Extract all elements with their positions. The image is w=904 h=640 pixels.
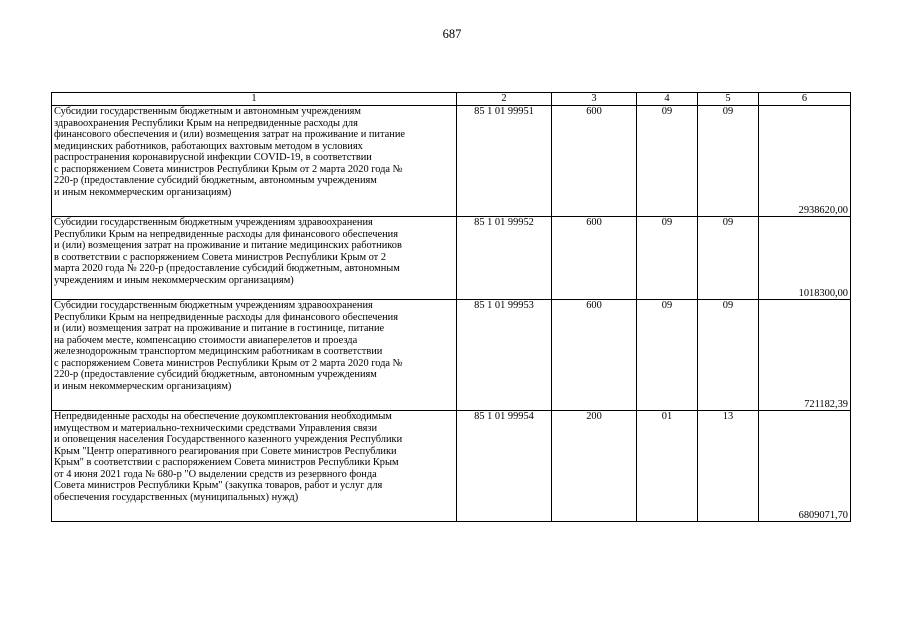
table-header-row — [52, 93, 851, 106]
description-line: Республики Крым на непредвиденные расходы для финансового обеспечения — [54, 311, 398, 323]
description-line: распространения коронавирусной инфекции COVID-19, в соответствии — [54, 152, 372, 163]
amount-cell: 721182,39 — [759, 300, 851, 411]
page-number: 687 — [442, 27, 462, 41]
subsection-cell: 09 — [698, 217, 759, 300]
description-line: Крым" в соответствии с распоряжением Совета министров Республики Крым — [54, 457, 399, 468]
column-header: 2 — [457, 93, 552, 106]
description-cell — [52, 217, 457, 300]
code-cell: 85 1 01 99954 — [457, 411, 552, 522]
description-line: Субсидии государственным бюджетным и автономным учреждениям — [54, 106, 362, 117]
subsection-cell: 09 — [698, 300, 759, 411]
description-line: марта 2020 года № 220-р (предоставление субсидий бюджетным, автономным — [54, 263, 400, 274]
description-line: и (или) возмещения затрат на проживание и питание в гостинице, питание — [54, 323, 385, 334]
section-cell: 09 — [637, 217, 698, 300]
column-header: 1 — [52, 93, 457, 106]
description-line: Крым "Центр оперативного реагирования при Совете министров Республики — [54, 445, 397, 457]
description-line: обеспечения государственных (муниципальных) нужд) — [54, 491, 299, 503]
section-cell: 09 — [637, 106, 698, 217]
budget-table — [51, 92, 851, 522]
description-line: учреждениям и иным некоммерческим организациям) — [54, 274, 294, 286]
subsection-cell: 13 — [698, 411, 759, 522]
description-line: и (или) возмещения затрат на проживание и питание медицинских работников — [54, 240, 402, 251]
column-header: 3 — [552, 93, 637, 106]
description-line: Субсидии государственным бюджетным учреждениям здравоохранения — [54, 300, 373, 311]
description-line: от 4 июня 2021 года № 680-р "О выделении средств из резервного фонда — [54, 468, 377, 480]
expense-type-cell: 600 — [552, 106, 637, 217]
column-header: 5 — [698, 93, 759, 106]
description-line: в соответствии с распоряжением Совета министров Республики Крым от 2 — [54, 251, 387, 263]
amount-cell: 6809071,70 — [759, 411, 851, 522]
amount-cell: 1018300,00 — [759, 217, 851, 300]
description-line: медицинских работников, работающих вахтовым методом в условиях — [54, 140, 363, 152]
description-line: и оповещения населения Государственного казенного учреждения Республики — [54, 434, 403, 445]
description-cell — [52, 106, 457, 217]
expense-type-cell: 600 — [552, 300, 637, 411]
table-row — [52, 106, 851, 217]
subsection-cell: 09 — [698, 106, 759, 217]
table-row — [52, 300, 851, 411]
description-line: Субсидии государственным бюджетным учреждениям здравоохранения — [54, 217, 373, 228]
table-row — [52, 217, 851, 300]
description-cell — [52, 411, 457, 522]
description-line: Непредвиденные расходы на обеспечение доукомплектования необходимым — [54, 411, 392, 422]
column-header: 4 — [637, 93, 698, 106]
section-cell: 09 — [637, 300, 698, 411]
section-cell: 01 — [637, 411, 698, 522]
description-cell — [52, 300, 457, 411]
description-line: финансового обеспечения и (или) возмещения затрат на проживание и питание — [54, 129, 406, 140]
description-line: имуществом и материально-техническими средствами Управления связи — [54, 422, 378, 434]
code-cell: 85 1 01 99952 — [457, 217, 552, 300]
column-header: 6 — [759, 93, 851, 106]
amount-cell: 2938620,00 — [759, 106, 851, 217]
description-line: Республики Крым на непредвиденные расходы для финансового обеспечения — [54, 228, 398, 240]
description-line: железнодорожным транспортом медицинским работникам в соответствии — [54, 346, 383, 357]
description-line: здравоохранения Республики Крым на непредвиденные расходы для — [54, 117, 358, 129]
description-line: 220-р (предоставление субсидий бюджетным, автономным учреждениям — [54, 369, 377, 380]
description-line: и иным некоммерческим организациям) — [54, 380, 232, 392]
description-line: с распоряжением Совета министров Республики Крым от 2 марта 2020 года № — [54, 163, 403, 175]
description-line: на рабочем месте, компенсацию стоимости авиаперелетов и проезда — [54, 334, 358, 346]
expense-type-cell: 200 — [552, 411, 637, 522]
code-cell: 85 1 01 99951 — [457, 106, 552, 217]
description-line: Совета министров Республики Крым" (закупка товаров, работ и услуг для — [54, 480, 383, 491]
description-line: 220-р (предоставление субсидий бюджетным, автономным учреждениям — [54, 175, 377, 186]
description-line: с распоряжением Совета министров Республики Крым от 2 марта 2020 года № — [54, 357, 403, 369]
table-row — [52, 411, 851, 522]
description-line: и иным некоммерческим организациям) — [54, 186, 232, 198]
expense-type-cell: 600 — [552, 217, 637, 300]
code-cell: 85 1 01 99953 — [457, 300, 552, 411]
